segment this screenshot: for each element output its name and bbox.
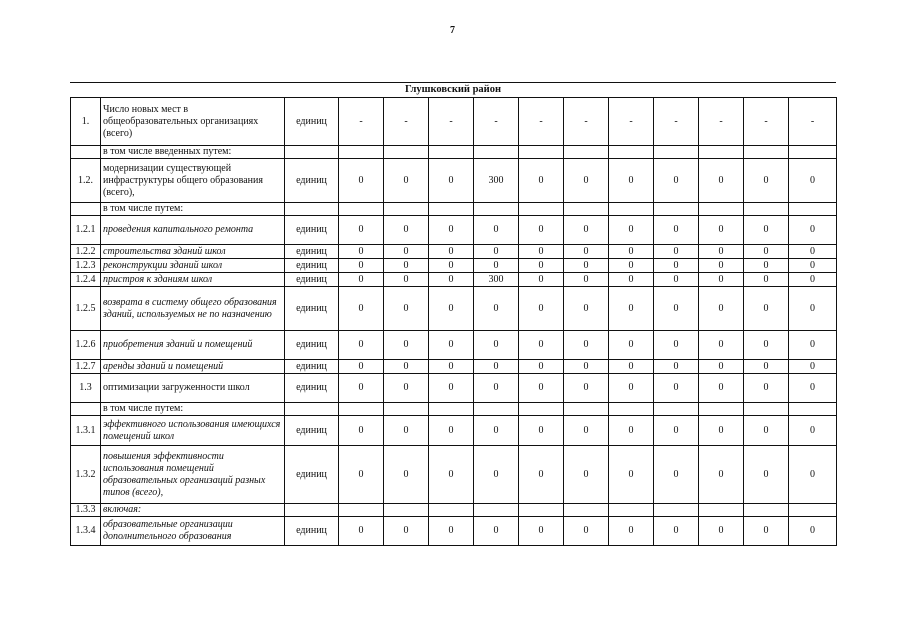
- value-cell: 0: [474, 259, 519, 273]
- row-name: аренды зданий и помещений: [101, 360, 285, 374]
- value-cell: 0: [744, 360, 789, 374]
- value-cell: 0: [564, 517, 609, 546]
- table-row: [71, 416, 837, 446]
- row-unit: единиц: [285, 331, 339, 360]
- row-unit: единиц: [285, 216, 339, 245]
- value-cell: 0: [789, 259, 837, 273]
- value-cell: [744, 146, 789, 159]
- row-name: модернизации существующей инфраструктуры общего образования (всего),: [101, 159, 285, 203]
- value-cell: 0: [654, 259, 699, 273]
- table-row: [71, 203, 837, 216]
- value-cell: 0: [789, 273, 837, 287]
- value-cell: 0: [744, 287, 789, 331]
- row-unit: единиц: [285, 98, 339, 146]
- value-cell: 0: [654, 517, 699, 546]
- value-cell: 0: [474, 374, 519, 403]
- row-unit: [285, 203, 339, 216]
- row-unit: единиц: [285, 287, 339, 331]
- value-cell: [429, 403, 474, 416]
- value-cell: 0: [339, 446, 384, 504]
- value-cell: 0: [789, 245, 837, 259]
- row-code: [71, 403, 101, 416]
- value-cell: 0: [519, 360, 564, 374]
- value-cell: 0: [699, 216, 744, 245]
- value-cell: 0: [744, 416, 789, 446]
- table-row: [71, 98, 837, 146]
- value-cell: 0: [519, 159, 564, 203]
- table-row: [71, 259, 837, 273]
- value-cell: -: [384, 98, 429, 146]
- value-cell: 0: [429, 416, 474, 446]
- value-cell: 0: [519, 216, 564, 245]
- row-unit: единиц: [285, 416, 339, 446]
- row-unit: единиц: [285, 517, 339, 546]
- value-cell: 0: [519, 374, 564, 403]
- value-cell: 0: [339, 216, 384, 245]
- row-unit: единиц: [285, 159, 339, 203]
- value-cell: 0: [789, 287, 837, 331]
- value-cell: 0: [384, 287, 429, 331]
- value-cell: [474, 504, 519, 517]
- value-cell: 0: [609, 360, 654, 374]
- value-cell: 0: [519, 331, 564, 360]
- value-cell: 0: [474, 216, 519, 245]
- value-cell: -: [654, 98, 699, 146]
- value-cell: [699, 203, 744, 216]
- value-cell: 0: [609, 416, 654, 446]
- value-cell: 0: [519, 287, 564, 331]
- value-cell: 0: [429, 159, 474, 203]
- value-cell: 0: [384, 446, 429, 504]
- value-cell: [339, 403, 384, 416]
- value-cell: 0: [519, 446, 564, 504]
- value-cell: 0: [699, 517, 744, 546]
- value-cell: [789, 504, 837, 517]
- row-code: 1.2.3: [71, 259, 101, 273]
- value-cell: 0: [429, 216, 474, 245]
- value-cell: 0: [609, 259, 654, 273]
- value-cell: 0: [744, 331, 789, 360]
- value-cell: 0: [339, 374, 384, 403]
- value-cell: 0: [474, 360, 519, 374]
- row-name: строительства зданий школ: [101, 245, 285, 259]
- value-cell: 0: [474, 416, 519, 446]
- value-cell: -: [744, 98, 789, 146]
- row-code: [71, 146, 101, 159]
- value-cell: [699, 504, 744, 517]
- value-cell: 0: [789, 216, 837, 245]
- value-cell: [654, 203, 699, 216]
- table-row: [71, 273, 837, 287]
- value-cell: [474, 146, 519, 159]
- value-cell: 0: [474, 446, 519, 504]
- value-cell: [789, 146, 837, 159]
- value-cell: 0: [339, 245, 384, 259]
- value-cell: [519, 203, 564, 216]
- row-unit: [285, 146, 339, 159]
- value-cell: 0: [474, 331, 519, 360]
- value-cell: 0: [519, 517, 564, 546]
- value-cell: 0: [519, 416, 564, 446]
- table-row: [71, 159, 837, 203]
- value-cell: 0: [429, 374, 474, 403]
- table-row: [71, 287, 837, 331]
- value-cell: [384, 403, 429, 416]
- value-cell: 0: [339, 273, 384, 287]
- value-cell: 0: [699, 416, 744, 446]
- value-cell: 0: [609, 446, 654, 504]
- row-code: 1.3.4: [71, 517, 101, 546]
- value-cell: 0: [699, 245, 744, 259]
- value-cell: [789, 403, 837, 416]
- table-row: [71, 146, 837, 159]
- value-cell: 0: [564, 259, 609, 273]
- value-cell: 0: [384, 374, 429, 403]
- row-unit: единиц: [285, 374, 339, 403]
- value-cell: 0: [699, 360, 744, 374]
- value-cell: -: [564, 98, 609, 146]
- value-cell: [474, 203, 519, 216]
- region-rule: [70, 82, 836, 83]
- value-cell: 0: [789, 331, 837, 360]
- row-code: [71, 203, 101, 216]
- table-row: [71, 504, 837, 517]
- value-cell: 0: [789, 360, 837, 374]
- row-name: Число новых мест в общеобразовательных организациях (всего): [101, 98, 285, 146]
- value-cell: [609, 203, 654, 216]
- value-cell: 0: [519, 273, 564, 287]
- row-name: приобретения зданий и помещений: [101, 331, 285, 360]
- value-cell: 0: [699, 259, 744, 273]
- table-row: [71, 517, 837, 546]
- value-cell: 0: [384, 416, 429, 446]
- value-cell: 0: [339, 517, 384, 546]
- value-cell: [339, 146, 384, 159]
- value-cell: 0: [384, 273, 429, 287]
- value-cell: 0: [564, 446, 609, 504]
- value-cell: -: [339, 98, 384, 146]
- value-cell: [384, 146, 429, 159]
- row-name: пристроя к зданиям школ: [101, 273, 285, 287]
- row-code: 1.: [71, 98, 101, 146]
- value-cell: [339, 203, 384, 216]
- value-cell: [384, 504, 429, 517]
- value-cell: 0: [789, 374, 837, 403]
- value-cell: -: [789, 98, 837, 146]
- value-cell: -: [519, 98, 564, 146]
- value-cell: 0: [429, 360, 474, 374]
- value-cell: 0: [339, 416, 384, 446]
- table-row: [71, 216, 837, 245]
- value-cell: 0: [384, 331, 429, 360]
- value-cell: 0: [384, 517, 429, 546]
- value-cell: 0: [429, 331, 474, 360]
- row-name: образовательные организации дополнительного образования: [101, 517, 285, 546]
- value-cell: [654, 403, 699, 416]
- value-cell: [699, 403, 744, 416]
- value-cell: 0: [474, 517, 519, 546]
- value-cell: 0: [474, 245, 519, 259]
- value-cell: [429, 504, 474, 517]
- value-cell: [744, 403, 789, 416]
- value-cell: 0: [699, 374, 744, 403]
- value-cell: [429, 146, 474, 159]
- value-cell: 0: [654, 374, 699, 403]
- row-name: в том числе путем:: [101, 403, 285, 416]
- value-cell: 0: [744, 245, 789, 259]
- value-cell: 0: [429, 446, 474, 504]
- value-cell: 0: [789, 416, 837, 446]
- value-cell: 0: [744, 446, 789, 504]
- value-cell: [654, 146, 699, 159]
- value-cell: 0: [789, 446, 837, 504]
- value-cell: 0: [744, 216, 789, 245]
- row-name: повышения эффективности использования помещений образовательных организаций разных типов (всего),: [101, 446, 285, 504]
- value-cell: 0: [744, 273, 789, 287]
- value-cell: [564, 146, 609, 159]
- value-cell: 0: [339, 360, 384, 374]
- value-cell: [429, 203, 474, 216]
- row-code: 1.3.1: [71, 416, 101, 446]
- row-code: 1.2.2: [71, 245, 101, 259]
- value-cell: 0: [429, 245, 474, 259]
- value-cell: 0: [744, 374, 789, 403]
- value-cell: 0: [564, 273, 609, 287]
- row-code: 1.2.7: [71, 360, 101, 374]
- value-cell: [474, 403, 519, 416]
- row-code: 1.3.3: [71, 504, 101, 517]
- value-cell: 0: [654, 159, 699, 203]
- value-cell: -: [429, 98, 474, 146]
- table-row: [71, 374, 837, 403]
- value-cell: 0: [429, 287, 474, 331]
- value-cell: 0: [564, 416, 609, 446]
- value-cell: [654, 504, 699, 517]
- value-cell: -: [609, 98, 654, 146]
- row-name: включая:: [101, 504, 285, 517]
- row-code: 1.2.5: [71, 287, 101, 331]
- value-cell: 0: [564, 331, 609, 360]
- value-cell: [519, 146, 564, 159]
- value-cell: [519, 403, 564, 416]
- row-unit: единиц: [285, 273, 339, 287]
- value-cell: 0: [564, 216, 609, 245]
- value-cell: [519, 504, 564, 517]
- value-cell: 0: [564, 287, 609, 331]
- value-cell: 0: [429, 517, 474, 546]
- value-cell: 0: [609, 331, 654, 360]
- row-unit: единиц: [285, 259, 339, 273]
- value-cell: 300: [474, 273, 519, 287]
- value-cell: 0: [564, 159, 609, 203]
- table-row: [71, 331, 837, 360]
- value-cell: 0: [564, 245, 609, 259]
- value-cell: 0: [609, 517, 654, 546]
- row-unit: единиц: [285, 446, 339, 504]
- value-cell: 0: [474, 287, 519, 331]
- row-name: проведения капитального ремонта: [101, 216, 285, 245]
- table-row: [71, 403, 837, 416]
- value-cell: 0: [339, 331, 384, 360]
- value-cell: 0: [654, 446, 699, 504]
- value-cell: [789, 203, 837, 216]
- value-cell: 0: [609, 159, 654, 203]
- table-row: [71, 360, 837, 374]
- value-cell: [744, 203, 789, 216]
- value-cell: 0: [699, 159, 744, 203]
- value-cell: [564, 403, 609, 416]
- value-cell: [339, 504, 384, 517]
- value-cell: 0: [654, 331, 699, 360]
- value-cell: 0: [609, 287, 654, 331]
- value-cell: 0: [384, 245, 429, 259]
- value-cell: [384, 203, 429, 216]
- value-cell: 0: [339, 259, 384, 273]
- value-cell: 0: [519, 259, 564, 273]
- value-cell: 0: [609, 216, 654, 245]
- value-cell: 300: [474, 159, 519, 203]
- value-cell: [609, 146, 654, 159]
- row-name: в том числе путем:: [101, 203, 285, 216]
- value-cell: 0: [654, 287, 699, 331]
- value-cell: 0: [654, 216, 699, 245]
- row-unit: [285, 403, 339, 416]
- value-cell: 0: [384, 259, 429, 273]
- row-code: 1.2.4: [71, 273, 101, 287]
- value-cell: 0: [339, 159, 384, 203]
- value-cell: 0: [429, 273, 474, 287]
- value-cell: 0: [699, 331, 744, 360]
- row-code: 1.3.2: [71, 446, 101, 504]
- value-cell: 0: [699, 273, 744, 287]
- row-code: 1.3: [71, 374, 101, 403]
- value-cell: 0: [564, 374, 609, 403]
- value-cell: 0: [429, 259, 474, 273]
- table-row: [71, 245, 837, 259]
- value-cell: 0: [564, 360, 609, 374]
- value-cell: 0: [699, 446, 744, 504]
- row-name: в том числе введенных путем:: [101, 146, 285, 159]
- value-cell: 0: [699, 287, 744, 331]
- data-table: [70, 97, 837, 546]
- value-cell: 0: [339, 287, 384, 331]
- value-cell: 0: [654, 416, 699, 446]
- value-cell: [564, 504, 609, 517]
- row-code: 1.2.: [71, 159, 101, 203]
- row-unit: единиц: [285, 360, 339, 374]
- row-code: 1.2.1: [71, 216, 101, 245]
- value-cell: 0: [609, 374, 654, 403]
- row-code: 1.2.6: [71, 331, 101, 360]
- row-name: эффективного использования имеющихся помещений школ: [101, 416, 285, 446]
- value-cell: 0: [609, 273, 654, 287]
- value-cell: -: [474, 98, 519, 146]
- value-cell: -: [699, 98, 744, 146]
- value-cell: 0: [789, 159, 837, 203]
- value-cell: 0: [654, 273, 699, 287]
- row-name: возврата в систему общего образования зданий, используемых не по назначению: [101, 287, 285, 331]
- region-title: Глушковский район: [404, 84, 502, 95]
- value-cell: [564, 203, 609, 216]
- value-cell: 0: [384, 159, 429, 203]
- row-name: оптимизации загруженности школ: [101, 374, 285, 403]
- value-cell: 0: [519, 245, 564, 259]
- value-cell: [744, 504, 789, 517]
- value-cell: 0: [744, 159, 789, 203]
- value-cell: 0: [384, 360, 429, 374]
- value-cell: 0: [384, 216, 429, 245]
- page-number: 7: [450, 25, 455, 36]
- value-cell: 0: [744, 259, 789, 273]
- value-cell: 0: [609, 245, 654, 259]
- value-cell: [699, 146, 744, 159]
- value-cell: [609, 403, 654, 416]
- value-cell: 0: [654, 245, 699, 259]
- table-row: [71, 446, 837, 504]
- row-unit: [285, 504, 339, 517]
- value-cell: 0: [789, 517, 837, 546]
- value-cell: 0: [744, 517, 789, 546]
- value-cell: [609, 504, 654, 517]
- value-cell: 0: [654, 360, 699, 374]
- row-unit: единиц: [285, 245, 339, 259]
- table-body: [71, 98, 837, 546]
- row-name: реконструкции зданий школ: [101, 259, 285, 273]
